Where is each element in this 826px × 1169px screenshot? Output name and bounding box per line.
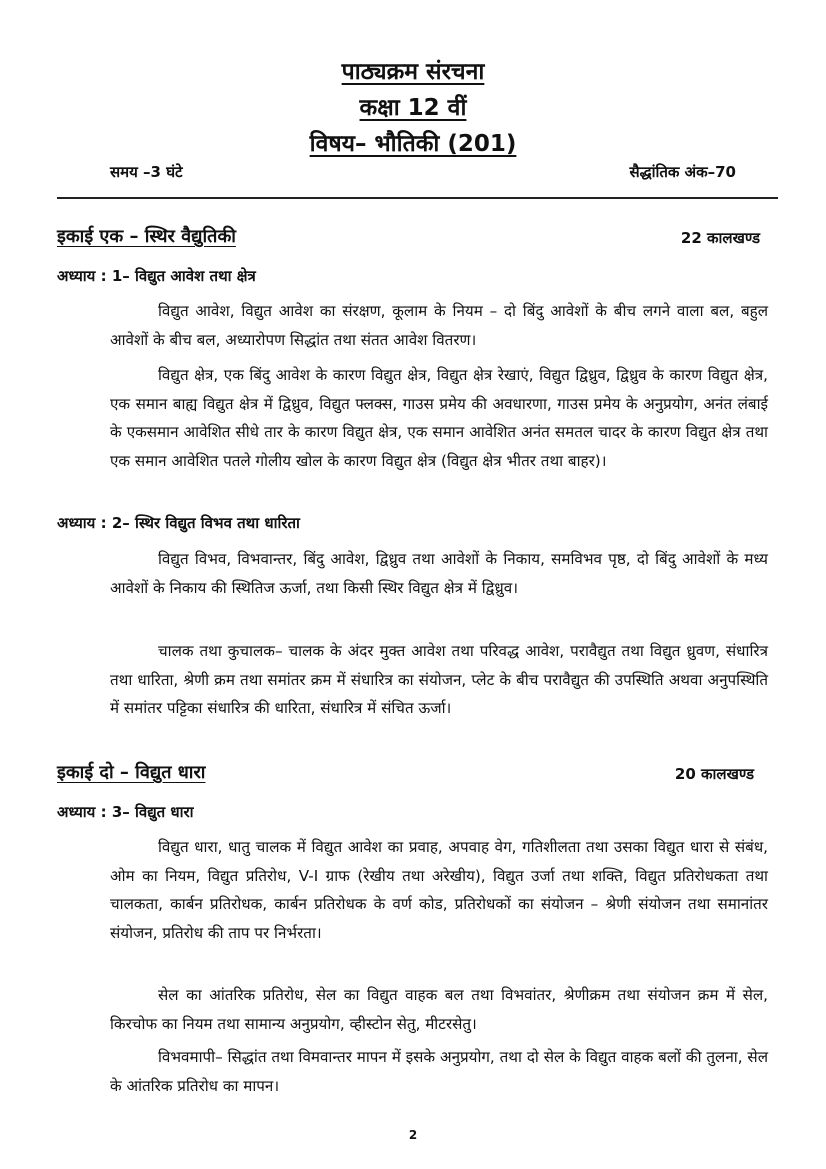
syllabus-title: पाठ्यक्रम संरचना <box>341 59 485 85</box>
chapter-2-paragraph-2: चालक तथा कुचालक– चालक के अंदर मुक्त आवेश तथा परिवद्ध आवेश, परावैद्युत तथा विद्युत ध्रुवण, संधारित्र तथा धारिता, श्रेणी क्रम तथा समांतर क्रम में संधारित्र का संयोजन, प्लेट के बीच परावैद्युत की उपस्थिति अथवा अनुपस्थिति में समांतर पट्टिका संधारित्र की धारिता, संधारित्र में संचित ऊर्जा। <box>110 642 768 717</box>
header-divider <box>57 197 778 199</box>
chapter-2-heading: अध्याय : 2– स्थिर विद्युत विभव तथा धारिता <box>57 514 300 532</box>
chapter-1-paragraph-2: विद्युत क्षेत्र, एक बिंदु आवेश के कारण विद्युत क्षेत्र, विद्युत क्षेत्र रेखाएं, विद्युत द्विध्रुव, द्विध्रुव के कारण विद्युत क्षेत्र, एक समान बाह्य विद्युत क्षेत्र में द्विध्रुव, विद्युत फ्लक्स, गाउस प्रमेय की अवधारणा, गाउस प्रमेय के अनुप्रयोग, अनंत लंबाई के एकसमान आवेशित सीधे तार के कारण विद्युत क्षेत्र, एक समान आवेशित अनंत समतल चादर के कारण विद्युत क्षेत्र तथा एक समान आवेशित पतले गोलीय खोल के कारण विद्युत क्षेत्र (विद्युत क्षेत्र भीतर तथा बाहर)। <box>110 366 768 470</box>
chapter-3-paragraph-2: सेल का आंतरिक प्रतिरोध, सेल का विद्युत वाहक बल तथा विभवांतर, श्रेणीक्रम तथा संयोजन क्रम में सेल, किरचोफ का नियम तथा सामान्य अनुप्रयोग, व्हीस्टोन सेतु, मीटरसेतु। <box>110 986 768 1033</box>
chapter-2-paragraph-1: विद्युत विभव, विभवान्तर, बिंदु आवेश, द्विध्रुव तथा आवेशों के निकाय, समविभव पृष्ठ, दो बिंदु आवेशों के मध्य आवेशों के निकाय की स्थितिज ऊर्जा, तथा किसी स्थिर विद्युत क्षेत्र में द्विध्रुव। <box>110 550 768 597</box>
theory-marks: सैद्धांतिक अंक–70 <box>629 163 736 181</box>
chapter-1-heading: अध्याय : 1– विद्युत आवेश तथा क्षेत्र <box>57 267 256 285</box>
chapter-3-paragraph-1: विद्युत धारा, धातु चालक में विद्युत आवेश का प्रवाह, अपवाह वेग, गतिशीलता तथा उसका विद्युत धारा से संबंध, ओम का नियम, विद्युत प्रतिरोध, V-I ग्राफ (रेखीय तथा अरेखीय), विद्युत उर्जा तथा शक्ति, विद्युत प्रतिरोधकता तथा चालकता, कार्बन प्रतिरोधक, कार्बन प्रतिरोधक के वर्ण कोड, प्रतिरोधकों का संयोजन – श्रेणी संयोजन तथा समानांतर संयोजन, प्रतिरोध की ताप पर निर्भरता। <box>110 838 768 942</box>
chapter-3-heading: अध्याय : 3– विद्युत धारा <box>57 803 194 821</box>
unit-2-heading: इकाई दो – विद्युत धारा <box>57 762 206 783</box>
exam-time: समय –3 घंटे <box>110 163 183 181</box>
class-label: कक्षा 12 वीं <box>359 95 467 121</box>
chapter-3-paragraph-3: विभवमापी– सिद्धांत तथा विमवान्तर मापन में इसके अनुप्रयोग, तथा दो सेल के विद्युत वाहक बलों की तुलना, सेल के आंतरिक प्रतिरोध का मापन। <box>110 1048 768 1095</box>
unit-2-periods: 20 कालखण्ड <box>674 765 754 783</box>
unit-1-heading: इकाई एक – स्थिर वैद्युतिकी <box>57 226 236 247</box>
unit-1-periods: 22 कालखण्ड <box>680 229 760 247</box>
subject-title: विषय– भौतिकी (201) <box>309 131 517 157</box>
chapter-1-paragraph-1: विद्युत आवेश, विद्युत आवेश का संरक्षण, कूलाम के नियम – दो बिंदु आवेशों के बीच लगने वाला बल, बहुल आवेशों के बीच बल, अध्यारोपण सिद्धांत तथा संतत आवेश वितरण। <box>110 302 768 349</box>
page-number: 2 <box>408 1128 418 1142</box>
